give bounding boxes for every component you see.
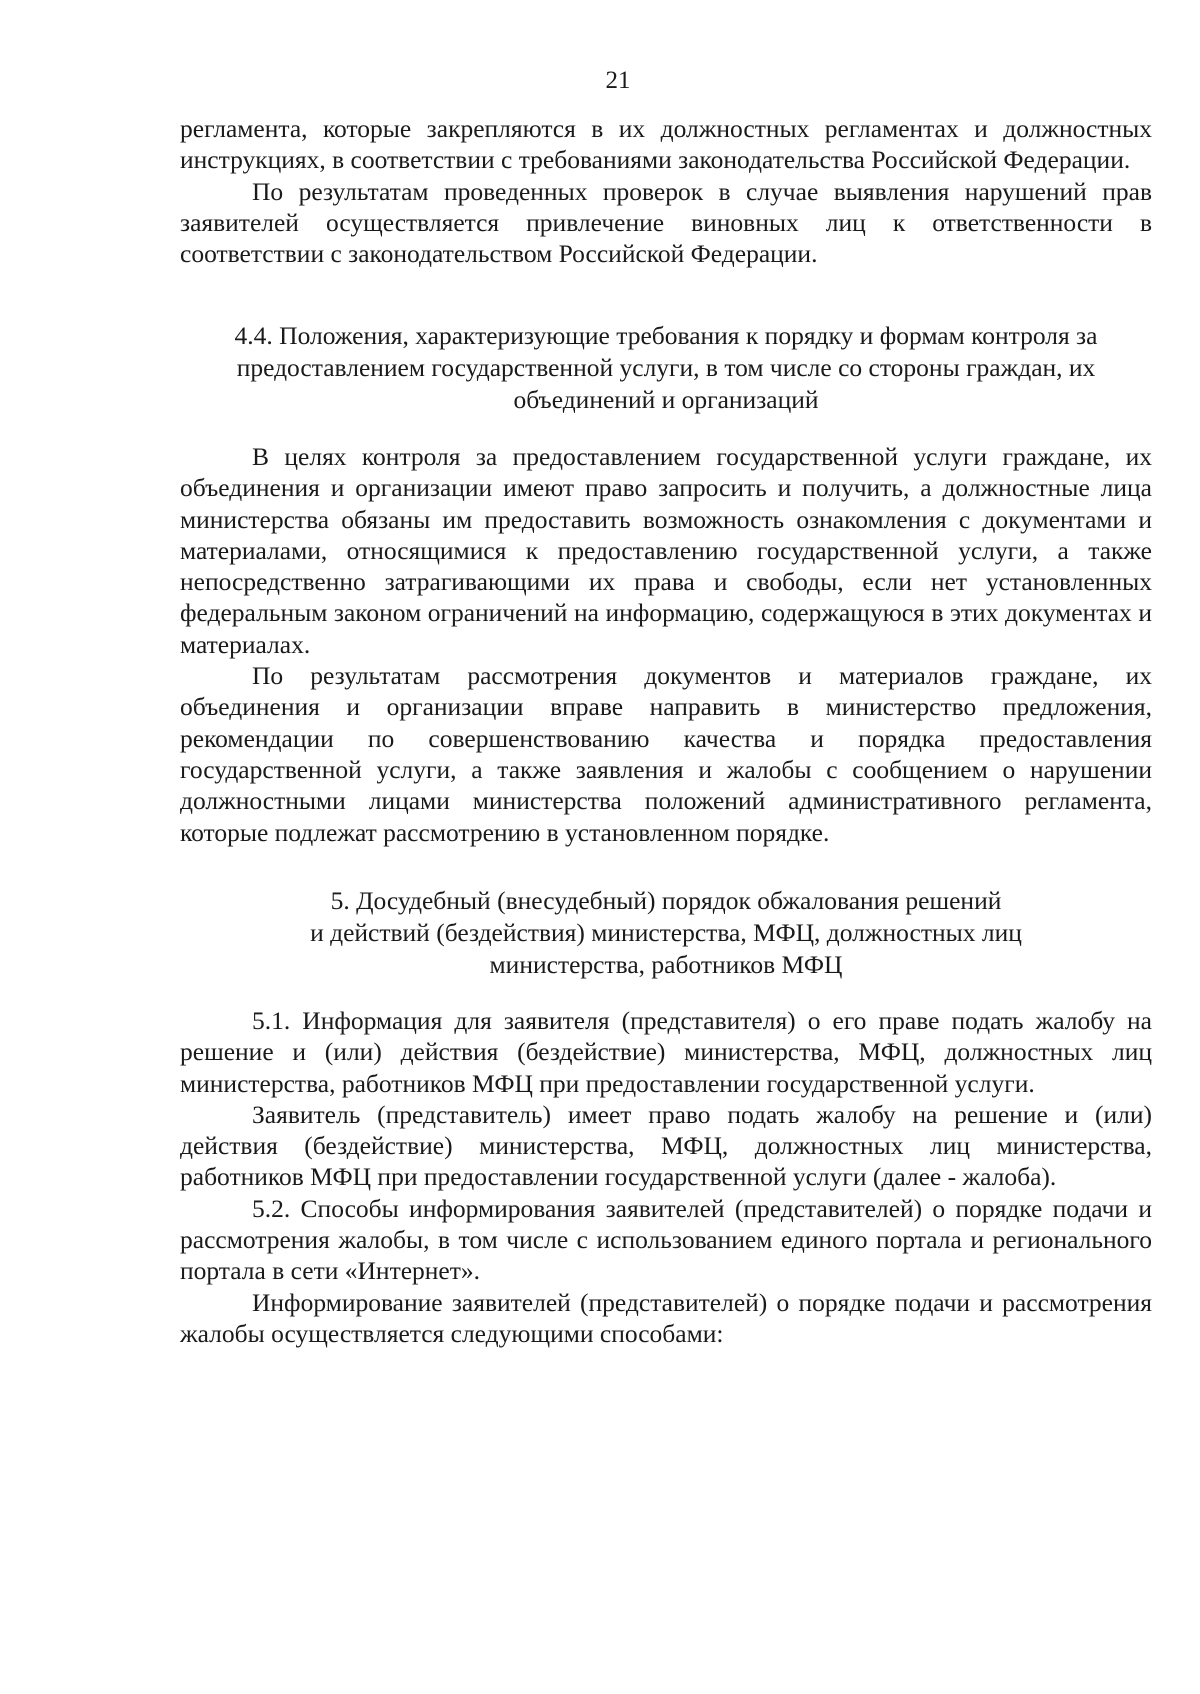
intro-text <box>180 113 1152 269</box>
section-5-heading-line-3: министерства, работников МФЦ <box>489 950 843 979</box>
section-5-heading <box>180 885 1152 981</box>
section-4-4-heading-line-3: объединений и организаций <box>513 385 819 414</box>
section-5-paragraph-1: 5.1. Информация для заявителя (представителя) о его праве подать жалобу на решение и (или) действия (бездействие) министерства, МФЦ, должностных лиц министерства, работников МФЦ при предоставлении государственной услуги. <box>180 1006 1152 1098</box>
section-4-4-text <box>180 441 1152 848</box>
section-4-4-heading-line-2: предоставлением государственной услуги, в том числе со стороны граждан, их <box>236 353 1096 382</box>
page-number: 21 <box>605 67 631 94</box>
section-4-4-paragraph-1: В целях контроля за предоставлением государственной услуги граждане, их объединения и организации имеют право запросить и получить, а должностные лица министерства обязаны им предоставить возможность ознакомления с документами и материалами, относящимися к предоставлению государственной услуги, а также непосредственно затрагивающими их права и свободы, если нет установленных федеральным законом ограничений на информацию, содержащуюся в этих документах и материалах. <box>180 442 1152 659</box>
section-5-heading-line-2: и действий (бездействия) министерства, МФЦ, должностных лиц <box>310 918 1022 947</box>
section-4-4-heading-line-1: 4.4. Положения, характеризующие требования к порядку и формам контроля за <box>234 321 1098 350</box>
section-4-4-paragraph-2: По результатам рассмотрения документов и материалов граждане, их объединения и организации вправе направить в министерство предложения, рекомендации по совершенствованию качества и порядка предоставления государственной услуги, а также заявления и жалобы с сообщением о нарушении должностными лицами министерства положений административного регламента, которые подлежат рассмотрению в установленном порядке. <box>180 661 1152 847</box>
section-5-paragraph-2: Заявитель (представитель) имеет право подать жалобу на решение и (или) действия (бездействие) министерства, МФЦ, должностных лиц министерства, работников МФЦ при предоставлении государственной услуги (далее - жалоба). <box>180 1099 1152 1192</box>
intro-paragraph-2: По результатам проведенных проверок в случае выявления нарушений прав заявителей осуществляется привлечение виновных лиц к ответственности в соответствии с законодательством Российской Федерации. <box>180 176 1152 269</box>
section-5-heading-line-1: 5. Досудебный (внесудебный) порядок обжалования решений <box>330 886 1002 915</box>
intro-paragraph-1: регламента, которые закрепляются в их должностных регламентах и должностных инструкциях, в соответствии с требованиями законодательства Российской Федерации. <box>180 114 1152 175</box>
section-4-4-heading <box>180 320 1152 416</box>
section-5-paragraph-3: 5.2. Способы информирования заявителей (представителей) о порядке подачи и рассмотрения жалобы, в том числе с использованием единого портала и регионального портала в сети «Интернет». <box>180 1193 1152 1286</box>
section-5-paragraph-4: Информирование заявителей (представителей) о порядке подачи и рассмотрения жалобы осуществляется следующими способами: <box>180 1287 1152 1348</box>
section-5-text <box>180 1005 1152 1349</box>
